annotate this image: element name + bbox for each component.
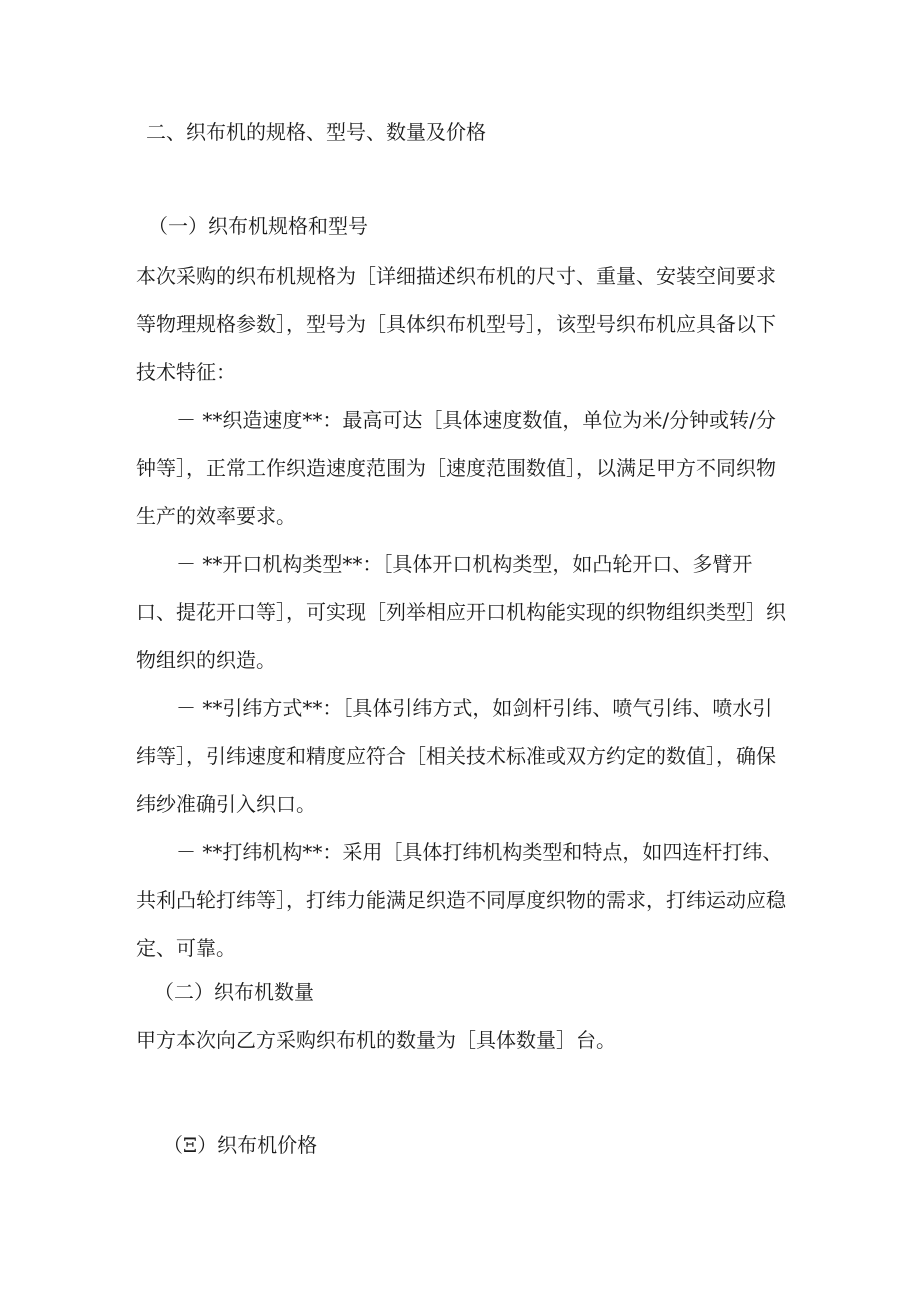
feature-beating-mechanism: － **打纬机构**：采用［具体打纬机构类型和特点，如四连杆打纬、共利凸轮打纬等］，打纬力能满足织造不同厚度织物的需求，打纬运动应稳定、可靠。 bbox=[136, 840, 786, 960]
feature-weft-insertion: － **引纬方式**：［具体引纬方式，如剑杆引纬、喷气引纬、喷水引纬等］，引纬速度和精度应符合［相关技术标准或双方约定的数值］，确保纬纱准确引入织口。 bbox=[136, 696, 776, 816]
subsection-2-heading: （二）织布机数量 bbox=[154, 980, 314, 1004]
feature-shedding-mechanism: － **开口机构类型**：［具体开口机构类型，如凸轮开口、多臂开口、提花开口等］，可实现［列举相应开口机构能实现的织物组织类型］织物组织的织造。 bbox=[136, 552, 786, 672]
subsection-1-intro: 本次采购的织布机规格为［详细描述织布机的尺寸、重量、安装空间要求等物理规格参数］，型号为［具体织布机型号］，该型号织布机应具备以下技术特征： bbox=[136, 264, 776, 384]
feature-weaving-speed: － **织造速度**：最高可达［具体速度数值，单位为米/分钟或转/分钟等］，正常工作织造速度范围为［速度范围数值］，以满足甲方不同织物生产的效率要求。 bbox=[136, 408, 776, 528]
section-title: 二、织布机的规格、型号、数量及价格 bbox=[146, 120, 486, 144]
subsection-2-text: 甲方本次向乙方采购织布机的数量为［具体数量］台。 bbox=[136, 1028, 616, 1052]
subsection-3-heading: （Ξ）织布机价格 bbox=[163, 1133, 318, 1157]
subsection-1-heading: （一）织布机规格和型号 bbox=[148, 214, 368, 238]
